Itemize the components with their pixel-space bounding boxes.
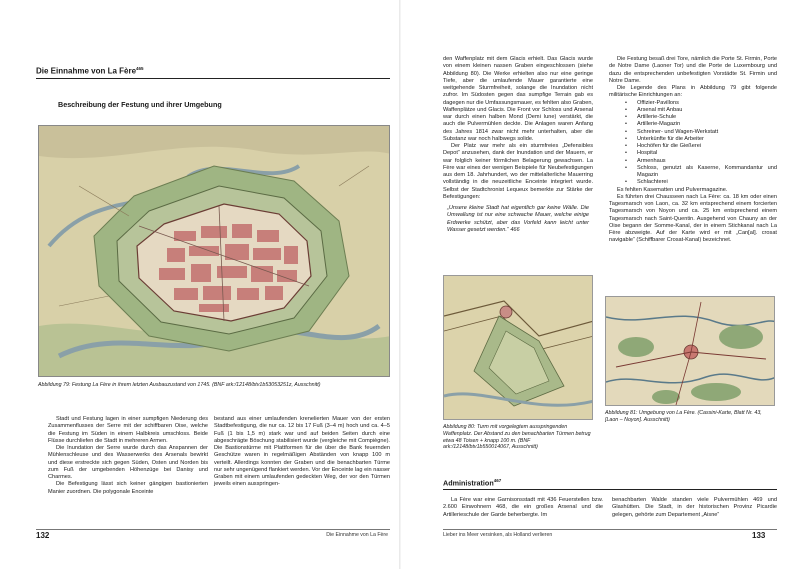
paragraph: benachbarten Walde standen viele Pulvermühlen 469 und Glashütten. Die Stadt, in der historischen Provinz Picardie gelegen, gehörte zum Departement „Aisne“ (612, 497, 777, 518)
subsection-heading: Beschreibung der Festung und ihrer Umgebung (58, 100, 222, 109)
list-item: • Hochöfen für die Gießerei (637, 143, 777, 150)
list-item: • Schlachterei (637, 179, 777, 186)
block-quote: „Unsere kleine Stadt hat eigentlich gar keine Wälle. Die Umwallung ist nur eine schwache Mauer, welche einige Erdwerke schützt, aber das Vorfeld kann leicht unter Wasser gesetzt werden.“ 466 (447, 205, 589, 233)
figure-79-caption: Abbildung 79: Festung La Fère in ihrem letzten Ausbauzustand von 1745. (BNF ark:/12148/btv1b53053251z, Ausschnitt) (38, 382, 321, 388)
right-column-1 (443, 56, 593, 234)
footnote-ref: 465 (136, 66, 144, 71)
figure-81-caption: Abbildung 81: Umgebung von La Fère. (Cassini-Karte, Blatt Nr. 43, [Laon – Noyon]. Ausschnitt) (605, 410, 762, 423)
paragraph: Die Legende des Plans in Abbildung 79 gibt folgende militärische Einrichtungen an: (609, 85, 777, 99)
paragraph: Stadt und Festung lagen in einer sumpfigen Niederung des Zusammenflusses der Serre mit der schiffbaren Oise, welche die Festung im Süden in einem Halbkreis umschloss. Beide Flüsse durchliefen die Stadt in mehreren Armen. (48, 416, 208, 444)
administration-title: Administration (443, 478, 494, 488)
left-column-2 (214, 416, 390, 489)
administration-heading (443, 478, 777, 490)
footer-rule (36, 529, 390, 530)
list-item: • Offizier-Pavillons (637, 100, 777, 107)
paragraph: Der Platz war mehr als ein sturmfreies „Defensibles Depot“ anzusehen, dank der Inundation und der Mauern, er war folglich keiner förmlichen Belagerung gewachsen. La Fère war eines der wenigen Beispiele für Neubefestigungen aus dem 18. Jahrhundert, wo der mittelalterliche Mauerring vollständig in die neuzeitliche Enceinte integriert wurde. Selbst der Stadtchronist Lequeux bemerkte zur Stärke der Befestigungen: (443, 143, 593, 200)
paragraph: Die Befestigung lässt sich keiner gängigen bastionierten Manier zuordnen. Die polygonale Enceinte (48, 481, 208, 495)
list-item: • Artillerie-Schule (637, 114, 777, 121)
list-item: • Hospital (637, 150, 777, 157)
list-item: • Schreiner- und Wagen-Werkstatt (637, 129, 777, 136)
admin-column-1 (443, 497, 603, 519)
section-heading (36, 66, 390, 79)
list-item: • Artillerie-Magazin (637, 121, 777, 128)
list-item: • Unterkünfte für die Arbeiter (637, 136, 777, 143)
paragraph: Die Festung besaß drei Tore, nämlich die Porte St. Firmin, Porte de Notre Dame (Laoner Tor) und die Porte de Luxembourg und dazu die entsprechenden unbefestigten Vorstädte St. Firmin und Notre Dame. (609, 56, 777, 84)
paragraph: Es fehlten Kasematten und Pulvermagazine. (617, 186, 728, 193)
running-title: Lieber ins Meer versinken, als Holland verlieren (443, 532, 553, 538)
list-item: • Arsenal mit Anbau (637, 107, 777, 114)
paragraph: La Fère war eine Garnisonsstadt mit 436 Feuerstellen bzw. 2.600 Einwohnern 468, die ein großes Arsenal und die Artillerieschule der Garde beherbergte. Im (443, 497, 603, 518)
page-number: 133 (752, 531, 766, 540)
section-title: Die Einnahme von La Fère (36, 66, 137, 76)
paragraph: Die Inundation der Serre wurde durch das Anspannen der Mühlenschleuse und des Wasserwerks des Arsenals bewirkt und diese erstreckte sich gegen Süden, Osten und Norden bis zum Fuß der umgebenden Höhenzüge bei Danisy und Charmes. (48, 445, 208, 480)
running-title: Die Einnahme von La Fère (326, 532, 388, 538)
cassini-map-image (605, 296, 775, 406)
fortress-plan-image (38, 125, 390, 377)
footnote-ref: 467 (493, 478, 502, 483)
left-column-1 (48, 416, 208, 496)
footer-rule (443, 529, 777, 530)
page-number: 132 (36, 531, 50, 540)
paragraph: bestand aus einer umlaufenden krenelierten Mauer von der ersten Stadtbefestigung, die nur ca. 12 bis 17 Fuß (3–4 m) hoch und ca. 4–5 Fuß (1 bis 1,5 m) stark war und auf beiden Seiten durch eine abgeschrägte Böschung stabilisiert wurde (vergleiche mit Compiègne). Die Bastionstürme mit Plattformen für die über die Bank feuernden Geschütze waren in regelmäßigen Abständen von knapp 100 m verteilt. Allerdings konnten der Graben und die benachbarten Türme nur sehr ungenügend flankiert werden. Vor der Enceinte lag ein nasser Graben mit einem umlaufenden gedeckten Weg, der vor den Türmen jeweils einen ausspringen- (214, 416, 390, 488)
list-item: • Armenhaus (637, 158, 777, 165)
legend-list (609, 100, 777, 187)
paragraph: Es führten drei Chausseen nach La Fère: ca. 18 km oder einen Tagesmarsch von Laon, ca. 32 km entsprechend einem forcierten Tagesmarsch von Noyon und ca. 25 km entsprechend einem Tagesmarsch nach Saint-Quentin. Ausgehend von Chauny an der Oise begann der Somme-Kanal, der in einem Stichkanal nach La Fère abzweigte. Auf der Karte wird er mit „Can[al]. crosat navigable“ (Schiffbarer Crosat-Kanal) bezeichnet. (609, 193, 777, 244)
tower-plan-image (443, 275, 593, 420)
list-item: • Schloss, genutzt als Kaserne, Kommandantur und Magazin (637, 165, 777, 180)
admin-column-2 (612, 497, 777, 519)
paragraph: den Waffenplatz mit dem Glacis erhielt. Das Glacis wurde von einem kleinen nassen Graben eingeschlossen (siehe Abbildung 80). Die Werke erhielten also nur eine geringe Tiefe, aber die umlaufende Mauer garantierte eine weitgehende Sturmfreiheit, solange die Inundation nicht zufror. Im Südosten gegen das sumpfige Terrain gab es dagegen nur die Umfassungsmauer, es fehlten also Graben, Waffenplätze und Glacis. Die Front vor Schloss und Arsenal war durch einen halben Mond (Demi lune) verstärkt, die auch die Pulvermühlen deckte. Die Anlagen waren Anfang des Jahres 1814 zwar nicht mehr unterhalten, aber die Substanz war noch halbwegs solide. (443, 56, 593, 142)
right-column-2 (609, 56, 777, 245)
figure-80-caption: Abbildung 80: Turm mit vorgelegtem ausspringenden Waffenplatz. Der Abstand zu den benachbarten Türmen betrug etwa 48 Toisen + knapp 100 m. (BNF ark:/12148/btv1b550014067, Ausschnitt) (443, 424, 591, 451)
